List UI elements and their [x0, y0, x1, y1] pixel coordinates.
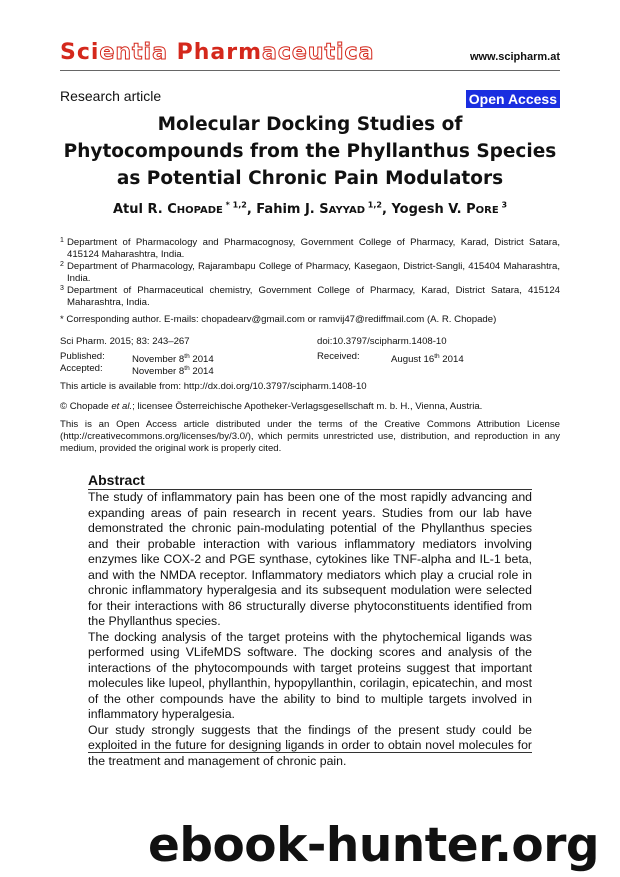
abstract-paragraph-3: Our study strongly suggests that the findings of the present study could be exploited in the future for designing ligands in order to obtain novel molecules for the treatment and management of chronic pain. [88, 722, 532, 768]
title-line-2: Phytocompounds from the Phyllanthus Species [63, 141, 557, 162]
author-3: Yogesh V. PORE $^3$ [391, 201, 508, 218]
article-title [60, 111, 560, 192]
received-date: August 16th 2014 [391, 353, 464, 366]
abstract-bottom-rule [88, 752, 532, 753]
accepted-date: November 8th 2014 [132, 365, 214, 378]
abstract-paragraph-1: The study of inflammatory pain has been one of the most rapidly advancing and expanding areas of pain research in recent years. Studies from our lab have demonstrated the chronic pain-modulating potential of the Phyllanthus species and their probable interaction with various inflammatory mediators involving enzymes like COX-2 and PGE synthase, cytokines like TNF-alpha and IL-1 beta, and with the NMDA receptor. Inflammatory mediators which play a crucial role in chronic inflammatory hyperalgesia and its subsequent modulation were selected for their interactions with 86 structurally diverse phytoconstituents identified from the Phyllanthus species. [88, 490, 532, 628]
abstract-paragraph-2: The docking analysis of the target proteins with the phytochemical ligands was performed using VLifeMDS software. The docking scores and analysis of the interactions of the phytocompounds with target proteins suggest that important molecules like lupeol, phyllanthin, hypopyllanthin, corilagin, epicatechin, and most of the other compounds have the ability to bind to multiple targets involved in inflammatory hyperalgesia. [88, 629, 532, 721]
title-line-1: Molecular Docking Studies of [157, 114, 463, 135]
abstract-body [88, 490, 532, 769]
journal-website[interactable]: www.scipharm.at [469, 51, 560, 63]
availability-note: This article is available from: http://dx.doi.org/10.3797/scipharm.1408-10 [60, 381, 367, 392]
affiliation-2: 2 Department of Pharmacology, Rajarambapu College of Pharmacy, Kasegaon, District-Sangli, 415404 Maharashtra, India. [60, 261, 560, 284]
copyright-note: © Chopade et al.; licensee Österreichische Apotheker-Verlagsgesellschaft m. b. H., Vienna, Austria. [60, 401, 483, 412]
received-label: Received: [317, 351, 360, 362]
affiliation-1: 1 Department of Pharmacology and Pharmacognosy, Government College of Pharmacy, Karad, District Satara, 415124 Maharashtra, India. [60, 237, 560, 260]
affiliation-3: 3 Department of Pharmaceutical chemistry, Government College of Pharmacy, Karad, District Satara, 415124 Maharashtra, India. [60, 285, 560, 308]
accepted-label: Accepted: [60, 363, 103, 374]
abstract-heading: Abstract [88, 472, 145, 488]
author-2: Fahim J. SAYYAD $^{1,2}$, [256, 201, 392, 218]
article-type: Research article [60, 88, 162, 104]
corresponding-author: * Corresponding author. E-mails: chopadearv@gmail.com or ramvij47@rediffmail.com (A. R. Chopade) [60, 314, 497, 325]
journal-logo: Scientia Pharmaceutica [60, 40, 375, 65]
open-access-badge: Open Access [466, 90, 560, 108]
doi[interactable]: doi:10.3797/scipharm.1408-10 [317, 336, 447, 347]
citation: Sci Pharm. 2015; 83: 243–267 [60, 336, 190, 347]
published-date: November 8th 2014 [132, 353, 214, 366]
author-1: Atul R. CHOPADE $^{* 1,2}$, [112, 201, 257, 218]
watermark: ebook-hunter.org [148, 818, 600, 873]
title-line-3: as Potential Chronic Pain Modulators [116, 168, 504, 189]
author-list [60, 201, 560, 217]
published-label: Published: [60, 351, 105, 362]
license-note: This is an Open Access article distributed under the terms of the Creative Commons Attribution License (http://creativecommons.org/licenses/by/3.0/), which permits unrestricted use, distribution, and reproduction in any medium, provided the original work is properly cited. [60, 419, 560, 454]
header-divider [60, 70, 560, 71]
